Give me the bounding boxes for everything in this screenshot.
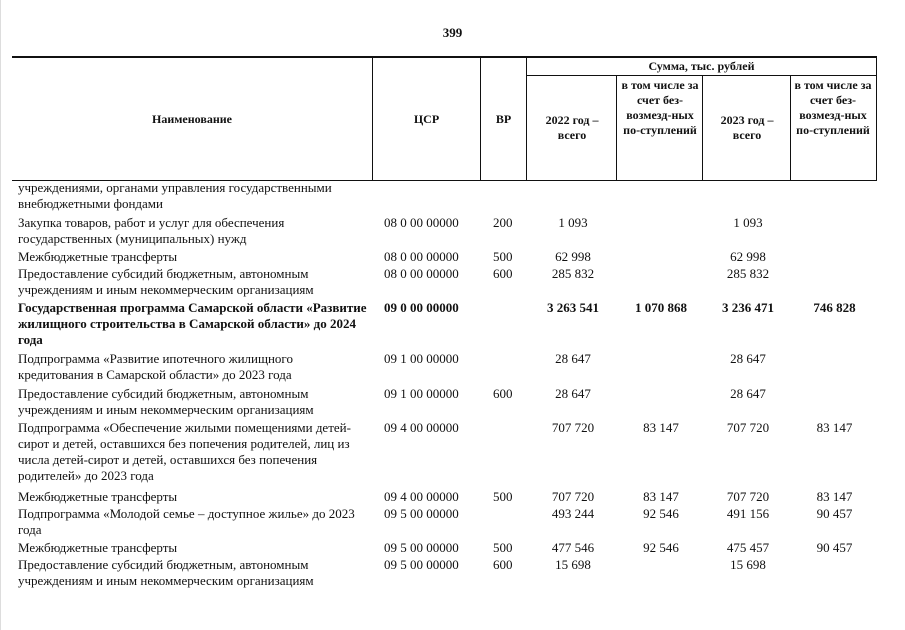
header-name: Наименование bbox=[152, 111, 232, 126]
row-2023-free: 90 457 bbox=[816, 540, 853, 555]
row-2023-total: 285 832 bbox=[726, 266, 770, 281]
row-2022-total: 62 998 bbox=[555, 249, 591, 264]
row-name: Закупка товаров, работ и услуг для обеспечения государственных (муниципальных) нужд bbox=[18, 215, 285, 246]
row-2022-free: 1 070 868 bbox=[635, 300, 687, 315]
row-vr: 600 bbox=[493, 386, 513, 401]
row-2023-total: 15 698 bbox=[730, 557, 766, 572]
row-2023-free: 83 147 bbox=[816, 489, 853, 504]
row-2022-total: 477 546 bbox=[551, 540, 595, 555]
row-2022-total: 28 647 bbox=[555, 386, 591, 401]
row-2022-total: 3 263 541 bbox=[547, 300, 599, 315]
row-name: Предоставление субсидий бюджетным, автономным учреждениям и иным некоммерческим организациям bbox=[18, 266, 314, 297]
row-csr: 09 1 00 00000 bbox=[384, 386, 459, 401]
row-csr: 08 0 00 00000 bbox=[384, 266, 459, 281]
row-csr: 09 5 00 00000 bbox=[384, 557, 459, 572]
row-name: Государственная программа Самарской области «Развитие жилищного строительства в Самарской области» до 2024 года bbox=[18, 300, 367, 347]
row-2023-total: 3 236 471 bbox=[722, 300, 774, 315]
header-divider bbox=[702, 76, 703, 180]
row-2023-total: 1 093 bbox=[733, 215, 763, 230]
header-2023-total: 2023 год – всего bbox=[720, 113, 774, 142]
row-name: Подпрограмма «Обеспечение жилыми помещениями детей-сирот и детей, оставшихся без попечения родителей, лиц из числа детей-сирот и детей, оставшихся без попечения родителей» до 2023 года bbox=[18, 420, 351, 483]
row-csr: 09 5 00 00000 bbox=[384, 540, 459, 555]
row-2022-free: 92 546 bbox=[643, 506, 679, 521]
row-2022-total: 707 720 bbox=[551, 420, 595, 435]
row-2023-free: 746 828 bbox=[813, 300, 856, 315]
row-2023-total: 707 720 bbox=[726, 489, 770, 504]
header-2022-free: в том числе за счет без-возмезд-ных по-ступлений bbox=[621, 78, 699, 137]
row-2022-total: 493 244 bbox=[551, 506, 595, 521]
row-2022-free: 92 546 bbox=[643, 540, 679, 555]
row-2023-free: 83 147 bbox=[816, 420, 853, 435]
row-csr: 09 5 00 00000 bbox=[384, 506, 459, 521]
row-vr: 500 bbox=[493, 489, 513, 504]
scan-edge bbox=[0, 0, 1, 630]
row-2023-total: 28 647 bbox=[730, 351, 766, 366]
row-name: учреждениями, органами управления государственными внебюджетными фондами bbox=[18, 180, 332, 211]
row-2022-total: 1 093 bbox=[558, 215, 588, 230]
row-2023-total: 707 720 bbox=[726, 420, 770, 435]
row-vr: 200 bbox=[493, 215, 513, 230]
header-divider bbox=[616, 76, 617, 180]
row-csr: 09 4 00 00000 bbox=[384, 420, 459, 435]
table-header bbox=[12, 56, 877, 181]
row-csr: 08 0 00 00000 bbox=[384, 249, 459, 264]
row-csr: 09 1 00 00000 bbox=[384, 351, 459, 366]
row-name: Предоставление субсидий бюджетным, автономным учреждениям и иным некоммерческим организациям bbox=[18, 557, 314, 588]
row-name: Предоставление субсидий бюджетным, автономным учреждениям и иным некоммерческим организациям bbox=[18, 386, 314, 417]
header-vr: ВР bbox=[495, 111, 512, 126]
row-name: Подпрограмма «Развитие ипотечного жилищного кредитования в Самарской области» до 2023 года bbox=[18, 351, 293, 382]
header-2022-total: 2022 год – всего bbox=[545, 113, 599, 142]
header-divider bbox=[526, 58, 527, 180]
header-2023-free: в том числе за счет без-возмезд-ных по-ступлений bbox=[794, 78, 872, 137]
row-2023-total: 475 457 bbox=[726, 540, 770, 555]
row-2022-free: 83 147 bbox=[643, 420, 679, 435]
header-divider bbox=[876, 58, 877, 180]
row-2023-total: 28 647 bbox=[730, 386, 766, 401]
row-csr: 09 4 00 00000 bbox=[384, 489, 459, 504]
row-2023-free: 90 457 bbox=[816, 506, 853, 521]
row-name: Межбюджетные трансферты bbox=[18, 249, 178, 264]
row-vr: 500 bbox=[493, 249, 513, 264]
header-sum: Сумма, тыс. рублей bbox=[648, 59, 755, 73]
row-vr: 600 bbox=[493, 266, 513, 281]
row-2022-total: 285 832 bbox=[551, 266, 595, 281]
row-csr: 09 0 00 00000 bbox=[384, 300, 459, 315]
row-2023-total: 491 156 bbox=[726, 506, 770, 521]
row-2022-total: 15 698 bbox=[555, 557, 591, 572]
page-number: 399 bbox=[442, 25, 463, 40]
row-vr: 500 bbox=[493, 540, 513, 555]
header-csr: ЦСР bbox=[413, 111, 440, 126]
row-2023-total: 62 998 bbox=[730, 249, 766, 264]
row-2022-free: 83 147 bbox=[643, 489, 679, 504]
row-name: Межбюджетные трансферты bbox=[18, 540, 178, 555]
row-name: Межбюджетные трансферты bbox=[18, 489, 178, 504]
header-divider bbox=[790, 76, 791, 180]
row-2022-total: 707 720 bbox=[551, 489, 595, 504]
row-csr: 08 0 00 00000 bbox=[384, 215, 459, 230]
row-2022-total: 28 647 bbox=[555, 351, 591, 366]
row-vr: 600 bbox=[493, 557, 513, 572]
row-name: Подпрограмма «Молодой семье – доступное жилье» до 2023 года bbox=[18, 506, 355, 537]
